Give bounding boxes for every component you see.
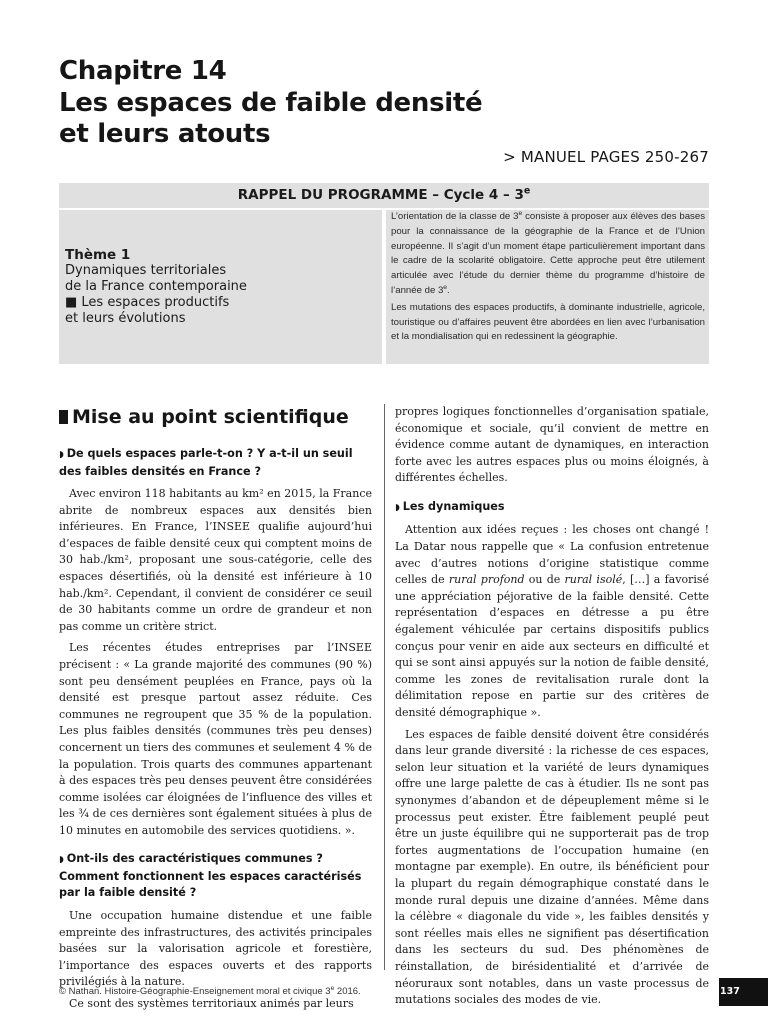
desc-text: consiste à proposer aux élèves des bases pour la connaissance de la géographie de la France et de l’Union européenne. Il s’agit d’un moment étape particulièrement important dans le cadre de la scolarité obligatoire. Cette approche peut être utilement articulée avec l’étude du dernier thème du programme d’histoire de l’année de 3 [391,211,705,296]
triangle-bullet-icon: ◗ [59,450,64,460]
footer-text: © Nathan. Histoire-Géographie-Enseignement moral et civique 3 [59,986,331,998]
program-header-sup: e [523,185,531,197]
chapter-title [59,56,482,151]
right-column [395,404,709,1014]
body-italic: rural profond [448,573,525,587]
program-description-paragraph [391,210,705,299]
body-paragraph: Les récentes études entreprises par l’INSEE précisent : « La grande majorité des communes (90 %) sont peu densément peuplées en France, pays où la densité est presque partout assez réduite. Ces communes ne regroupent que 35 % de la population. Les plus faibles densités (communes très peu denses) concernent un tiers des communes et seulement 4 % de la population. Trois quarts des communes appartenant à des espaces très peu denses peuvent être considérées comme isolées car éloignées de l’influence des villes et les ¾ de ces dernières sont également situées à plus de 10 minutes en automobile des services quotidiens. ». [59,641,372,837]
footer-copyright [59,985,361,997]
program-description-cell [386,210,709,364]
triangle-bullet-icon: ◗ [395,502,400,513]
question-heading [59,851,372,902]
theme-line: et leurs évolutions [65,311,186,326]
question-heading-text: Les dynamiques [402,499,505,513]
desc-text: L’orientation de la classe de 3 [391,211,519,222]
theme-text [65,247,247,327]
desc-sup: e [443,283,448,291]
theme-label: Thème 1 [65,247,131,263]
program-header-text: RAPPEL DU PROGRAMME – Cycle 4 – 3 [237,187,524,203]
page-number [719,978,768,1006]
desc-text: . [447,284,450,296]
triangle-bullet-icon: ◗ [59,855,64,866]
body-text: Attention aux idées reçues : les choses ont changé ! La Datar nous rappelle que « La confusion entretenue avec d’autres notions d’origine statistique comme celles de [395,523,709,587]
section-title-text: Mise au point scientifique [72,406,349,428]
chapter-title-line-1: Les espaces de faible densité [59,87,483,118]
section-title [59,402,372,432]
desc-sup: e [518,209,523,217]
question-heading-text: De quels espaces parle-t-on ? Y a-t-il un seuil des faibles densités en France ? [59,447,353,478]
body-text: ou de [524,573,565,587]
manual-pages-reference: > MANUEL PAGES 250-267 [503,148,709,166]
program-description-paragraph: Les mutations des espaces productifs, à dominante industrielle, agricole, touristique ou d’affaires peuvent être abordées en lien avec l’urbanisation et la mondialisation qui en redessinent la géographie. [391,301,705,343]
body-paragraph: propres logiques fonctionnelles d’organisation spatiale, économique et sociale, qu’il convient de mettre en évidence comme autant de dynamiques, en interaction forte avec les autres espaces plus ou moins éloignés, à différentes échelles. [395,405,709,485]
square-bullet-icon [59,410,68,424]
body-paragraph: Ce sont des systèmes territoriaux animés par leurs [69,996,354,1010]
chapter-title-line-2: et leurs atouts [59,119,271,149]
left-column [59,402,372,1018]
theme-cell [59,210,382,364]
body-text: , […] a favorisé une appréciation péjorative de la faible densité. Cette représentation d’espaces en détresse a pu être également véhiculée par certains dispositifs publics conçus pour venir en aide aux secteurs en difficulté et qui se sont ainsi appuyés sur la notion de faible densité, comme les zones de revitalisation rurale dont la délimitation repose en partie sur des critères de densité démographique ». [395,573,709,719]
footer-sup: e [330,985,335,992]
chapter-number: Chapitre 14 [59,56,227,86]
footer-text: 2016. [334,986,361,998]
question-heading [59,446,372,480]
theme-line: Dynamiques territoriales [65,263,227,278]
question-heading-text: Ont-ils des caractéristiques communes ? Comment fonctionnent les espaces caractérisés par la faible densité ? [59,852,362,900]
theme-line: de la France contemporaine [65,279,247,294]
column-divider [384,404,385,970]
body-paragraph: Avec environ 118 habitants au km² en 2015, la France abrite de nombreux espaces aux densités bien inférieures. En France, l’INSEE qualifie aujourd’hui d’espaces de faible densité ceux qui comptent moins de 30 hab./km², proposant une sous-catégorie, celle des espaces désertifiés, où la densité est inférieure à 10 hab./km². Cependant, il convient de considérer ce seuil de 30 habitants comme un ordre de grandeur et non pas comme un critère strict. [59,487,372,633]
theme-line: ■ Les espaces productifs [65,295,230,310]
program-reminder-header [59,183,709,208]
body-paragraph [395,522,709,721]
question-heading [395,499,709,517]
body-paragraph: Une occupation humaine distendue et une faible empreinte des infrastructures, des activités principales basées sur la valorisation agricole et forestière, l’importance des espaces ouverts et des rapports privilégiés à la nature. [59,908,372,989]
page-number-text: 137 [720,986,740,997]
program-description [386,210,709,345]
body-paragraph: Les espaces de faible densité doivent être considérés dans leur grande diversité : la richesse de ces espaces, selon leur situation et la variété de leurs dynamiques offre une large palette de cas à étudier. Ils ne sont pas synonymes d’abandon et de dépeuplement même si le processus peut exister. Être faiblement peuplé peut être un juste équilibre qui ne supporterait pas de trop fortes augmentations de l’occupation humaine (en montagne par exemple). En outre, ils bénéficient pour la plupart du regain démographique constaté dans le monde rural depuis une dizaine d’années. Même dans la célèbre « diagonale du vide », les faibles densités y sont réelles mais elles ne signifient pas désertification dans les secteurs du sud. Des phénomènes de réinstallation, de birésidentialité et d’arrivée de néoruraux sont notables, dans un vaste processus de mutations sociales des modes de vie. [395,727,709,1007]
program-reminder-box [59,183,709,364]
body-italic: rural isolé [564,573,623,587]
